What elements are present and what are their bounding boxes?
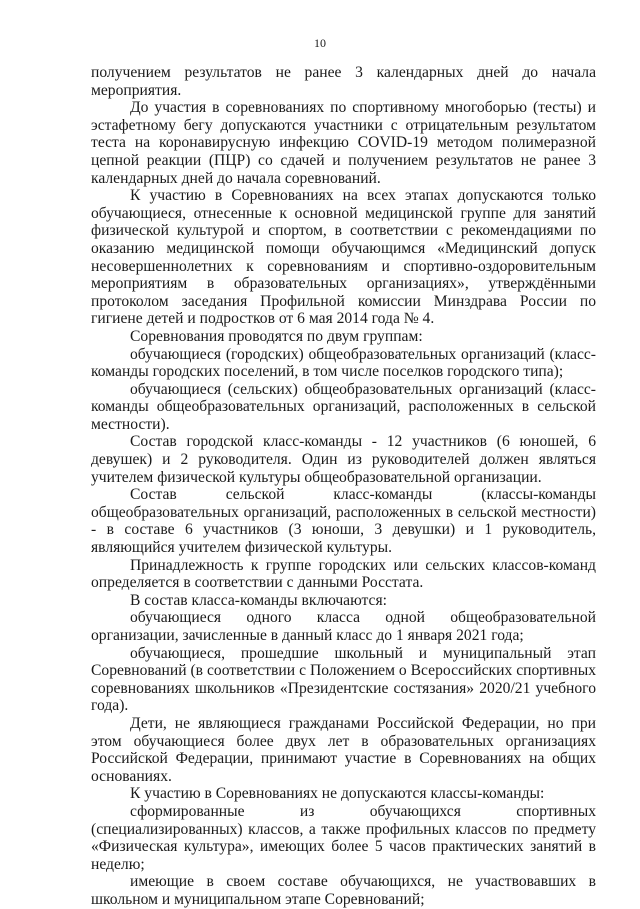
paragraph-team-includes-intro: В состав класса-команды включаются: <box>130 591 387 609</box>
paragraph-medical-admission: К участию в Соревнованиях на всех этапах допускаются только обучающиеся, отнесенные к основной медицинской группе для занятий физической культурой и спортом, в соответствии с рекомендациями по оказанию медицинской помощи обучающимся «Медицинский допуск несовершеннолетних к соревнованиям и спортивно-оздоровительным мероприятиям в образовательных организациях», утверждёнными протоколом заседания Профильной комиссии Минздрава России по гигиене детей и подростков от 6 мая 2014 года № 4. <box>91 187 596 328</box>
paragraph-passed-stages: обучающиеся, прошедшие школьный и муниципальный этап Соревнований (в соответствии с Положением о Всероссийских спортивных соревнованиях школьников «Президентские состязания» 2020/21 учебного года). <box>91 644 596 715</box>
paragraph-continuation: получением результатов не ранее 3 календарных дней до начала мероприятия. <box>91 64 596 99</box>
paragraph-urban-team-composition: Состав городской класс-команды - 12 участников (6 юношей, 6 девушек) и 2 руководителя. Один из руководителей должен являться учителем физической культуры общеобразовательной организации. <box>91 433 596 486</box>
paragraph-same-class-students: обучающиеся одного класса одной общеобразовательной организации, зачисленные в данный класс до 1 января 2021 года; <box>91 609 596 644</box>
paragraph-group-membership: Принадлежность к группе городских или сельских классов-команд определяется в соответствии с данными Росстата. <box>91 556 596 592</box>
paragraph-non-participants: имеющие в своем составе обучающихся, не участвовавших в школьном и муниципальном этапе Соревнований; <box>91 873 596 908</box>
paragraph-foreign-children: Дети, не являющиеся гражданами Российской Федерации, но при этом обучающиеся более двух лет в образовательных организациях Российской Федерации, принимают участие в Соревнованиях на общих основаниях. <box>91 714 596 785</box>
paragraph-not-admitted-intro: К участию в Соревнованиях не допускаются классы-команды: <box>130 785 545 803</box>
paragraph-specialized-classes: сформированные из обучающихся спортивных (специализированных) классов, а также профильных классов по предмету «Физическая культура», имеющих более 5 часов практических занятий в неделю; <box>91 802 596 873</box>
paragraph-covid-testing: До участия в соревнованиях по спортивному многоборью (тесты) и эстафетному бегу допускаются участники с отрицательным результатом теста на коронавирусную инфекцию COVID-19 методом полимеразной цепной реакции (ПЦР) со сдачей и получением результатов не ранее 3 календарных дней до начала соревнований. <box>91 99 596 187</box>
paragraph-groups-intro: Соревнования проводятся по двум группам: <box>130 327 423 345</box>
paragraph-urban-group: обучающиеся (городских) общеобразовательных организаций (класс-команды городских поселений, в том числе поселков городского типа); <box>91 345 596 381</box>
document-body <box>91 64 596 909</box>
paragraph-rural-team-composition: Состав сельской класс-команды (классы-команды общеобразовательных организаций, расположенных в сельской местности) - в составе 6 участников (3 юноши, 3 девушки) и 1 руководитель, являющийся учителем физической культуры. <box>91 486 596 557</box>
paragraph-rural-group: обучающиеся (сельских) общеобразовательных организаций (класс-команды общеобразовательных организаций, расположенных в сельской местности). <box>91 380 596 433</box>
page-number: 10 <box>314 36 326 50</box>
